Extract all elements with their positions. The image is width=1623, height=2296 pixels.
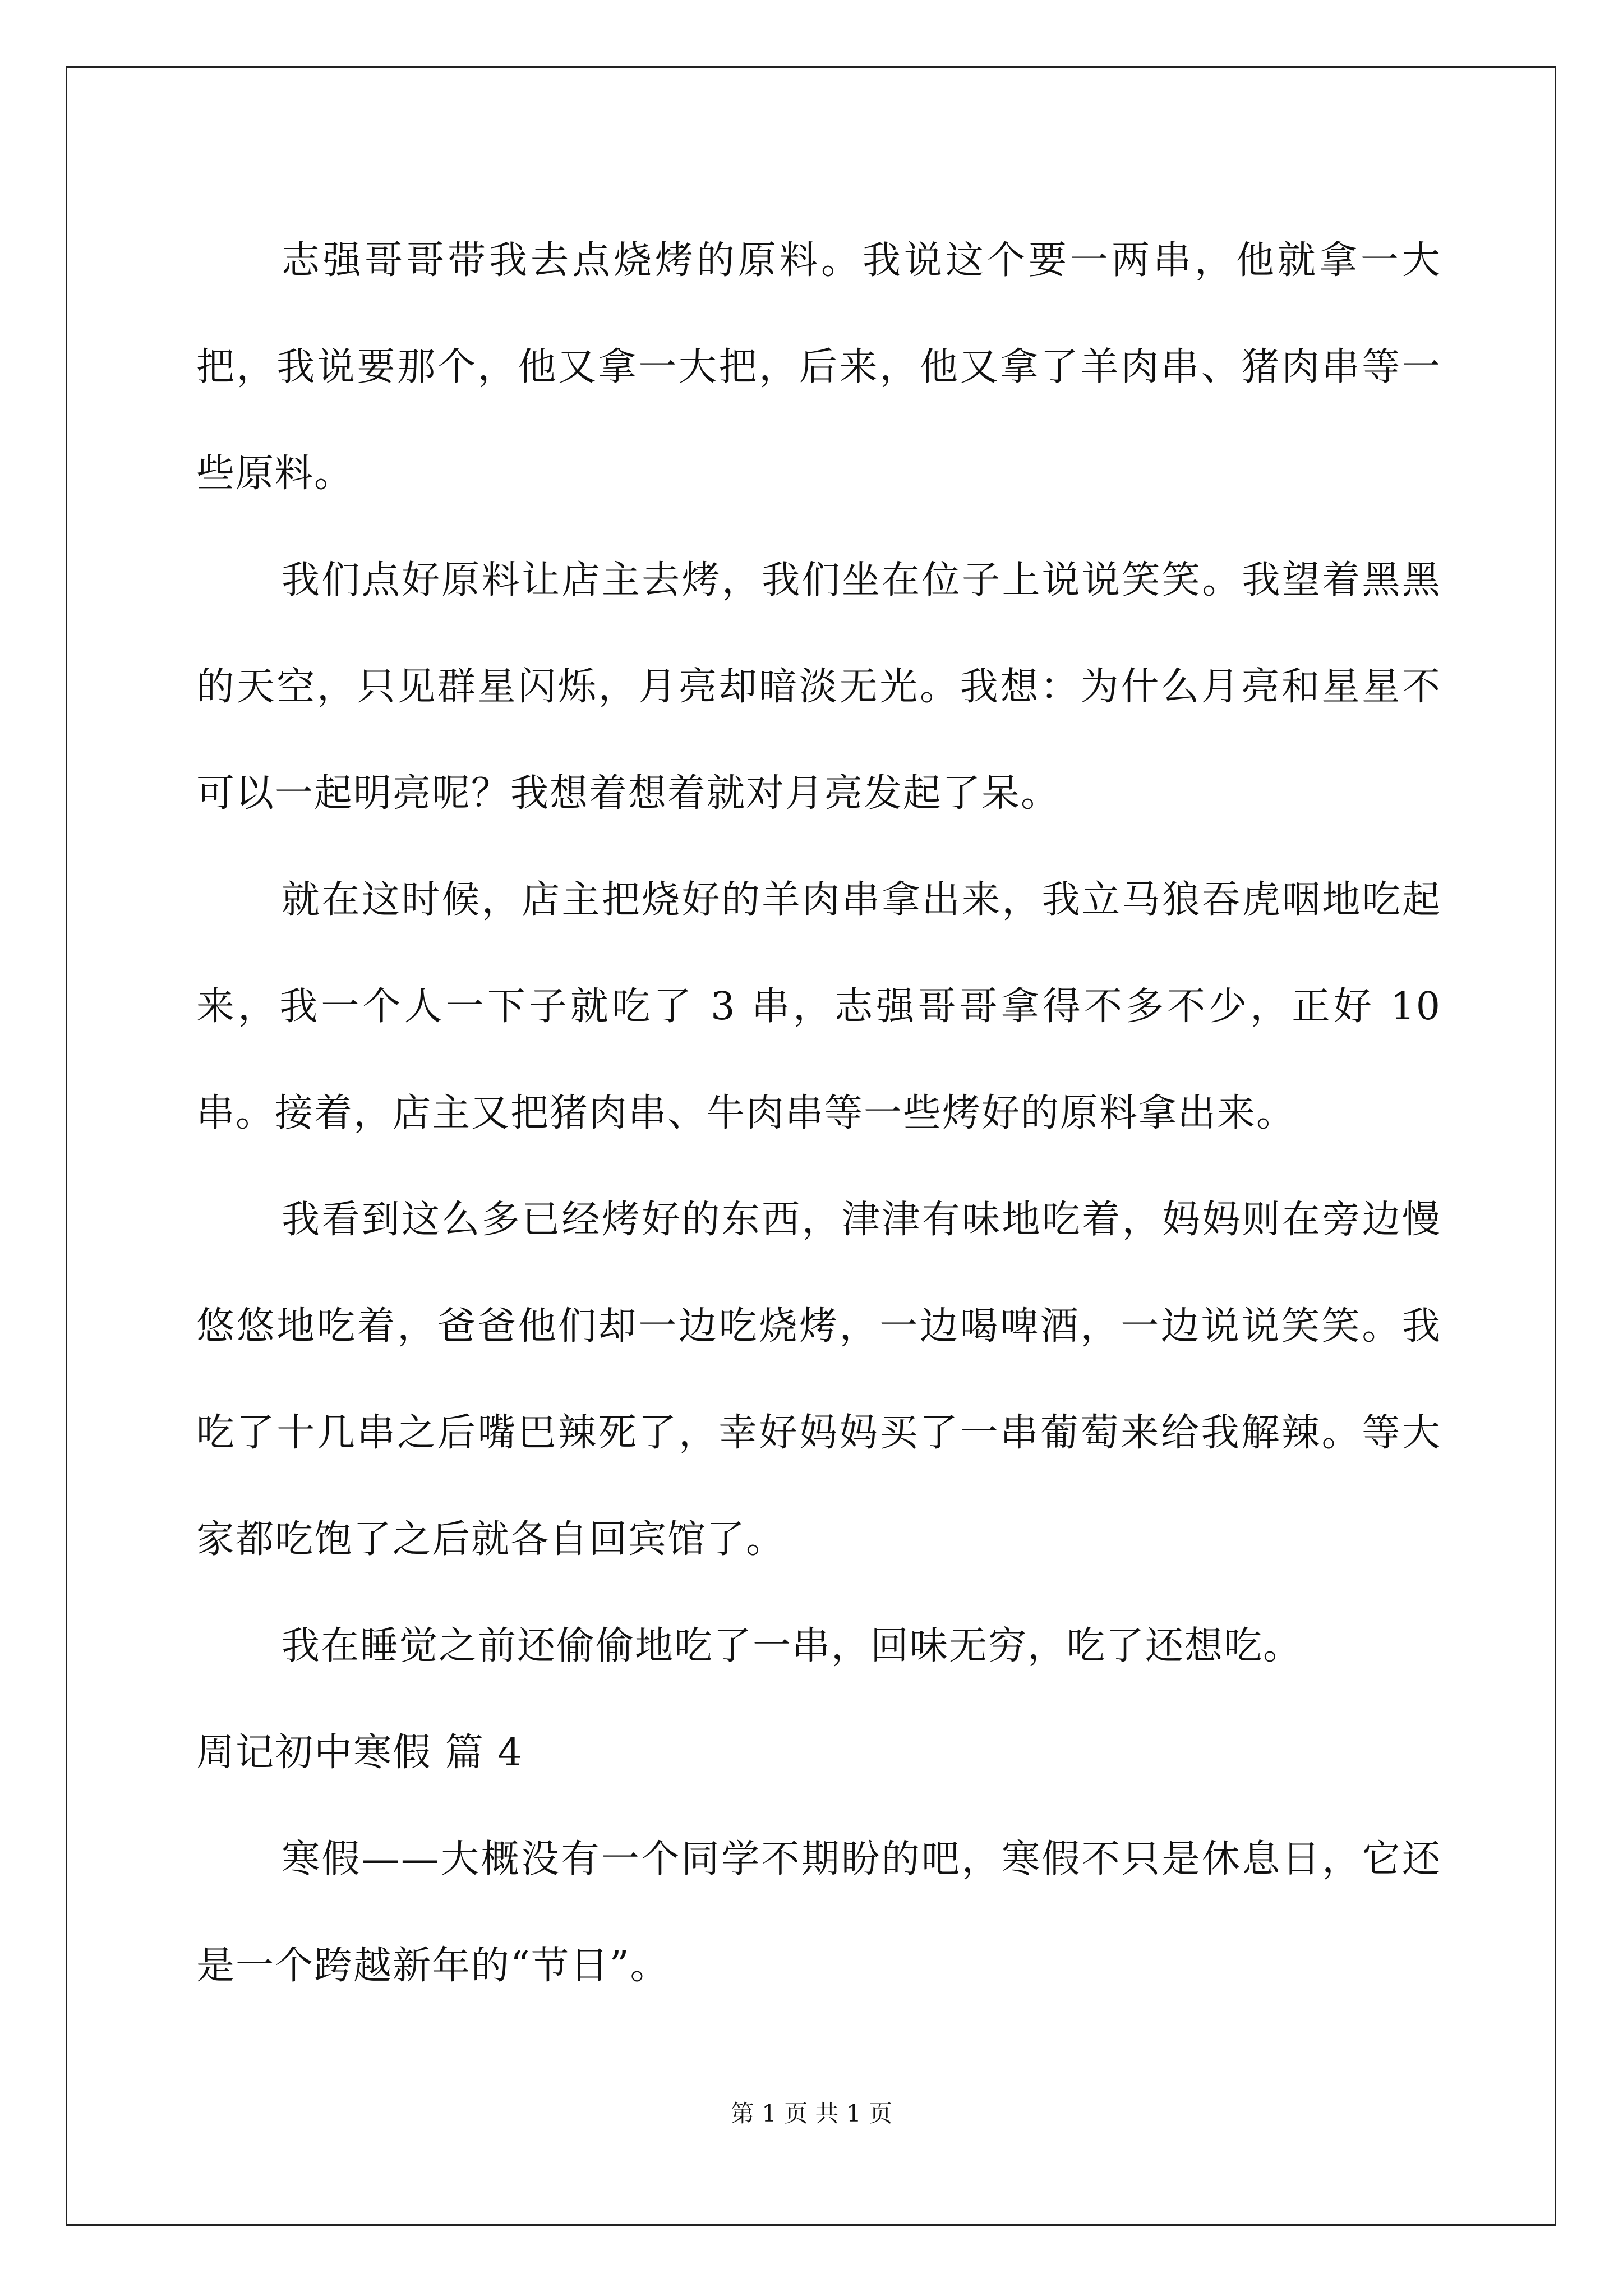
section-heading: 周记初中寒假 篇 4 bbox=[196, 1731, 523, 1775]
paragraph-5: 我在睡觉之前还偷偷地吃了一串，回味无穷，吃了还想吃。 bbox=[282, 1624, 1303, 1668]
paragraph-1: 志强哥哥带我去点烧烤的原料。我说这个要一两串，他就拿一大把，我说要那个，他又拿一大把，后来，他又拿了羊肉串、猪肉串等一些原料。 bbox=[196, 238, 1441, 496]
paragraph-2: 我们点好原料让店主去烤，我们坐在位子上说说笑笑。我望着黑黑的天空，只见群星闪烁，月亮却暗淡无光。我想：为什么月亮和星星不可以一起明亮呢？我想着想着就对月亮发起了呆。 bbox=[196, 558, 1441, 816]
paragraph-3: 就在这时候，店主把烧好的羊肉串拿出来，我立马狼吞虎咽地吃起来，我一个人一下子就吃了 3 串，志强哥哥拿得不多不少，正好 10 串。接着，店主又把猪肉串、牛肉串等一些烤好的原料拿出来。 bbox=[196, 878, 1441, 1135]
paragraph-6: 寒假——大概没有一个同学不期盼的吧，寒假不只是休息日，它还是一个跨越新年的“节日”。 bbox=[196, 1837, 1441, 1988]
paragraph-4: 我看到这么多已经烤好的东西，津津有味地吃着，妈妈则在旁边慢悠悠地吃着，爸爸他们却一边吃烧烤，一边喝啤酒，一边说说笑笑。我吃了十几串之后嘴巴辣死了，幸好妈妈买了一串葡萄来给我解辣。等大家都吃饱了之后就各自回宾馆了。 bbox=[196, 1198, 1441, 1562]
page-footer: 第 1 页 共 1 页 bbox=[730, 2100, 893, 2127]
document-body bbox=[196, 208, 1441, 2019]
